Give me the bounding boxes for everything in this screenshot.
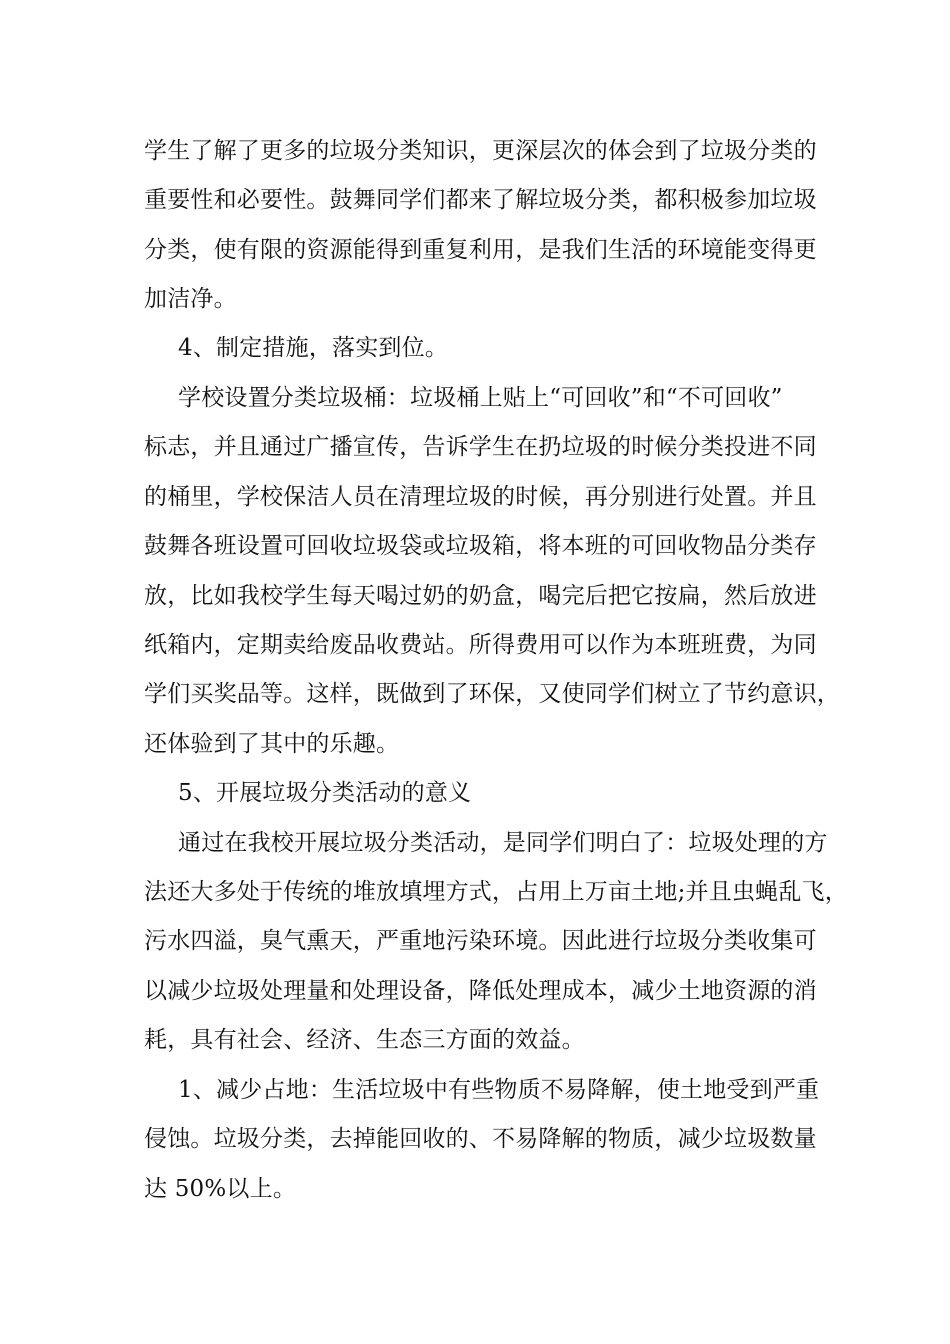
paragraph-line: 学生了解了更多的垃圾分类知识，更深层次的体会到了垃圾分类的	[144, 138, 817, 164]
paragraph-line: 以减少垃圾处理量和处理设备，降低处理成本，减少土地资源的消	[144, 978, 817, 1004]
paragraph-line: 达 50%以上。	[144, 1176, 297, 1202]
paragraph-line: 标志，并且通过广播宣传，告诉学生在扔垃圾的时候分类投进不同	[144, 434, 817, 460]
paragraph-line: 的桶里，学校保洁人员在清理垃圾的时候，再分别进行处置。并且	[144, 484, 817, 510]
paragraph-line: 分类，使有限的资源能得到重复利用，是我们生活的环境能变得更	[144, 237, 817, 263]
paragraph-line: 侵蚀。垃圾分类，去掉能回收的、不易降解的物质，减少垃圾数量	[144, 1126, 817, 1152]
paragraph-line: 通过在我校开展垃圾分类活动，是同学们明白了：垃圾处理的方	[178, 830, 828, 856]
paragraph-line: 重要性和必要性。鼓舞同学们都来了解垃圾分类，都积极参加垃圾	[144, 187, 817, 213]
section-heading: 5、开展垃圾分类活动的意义	[178, 780, 472, 806]
paragraph-line: 污水四溢，臭气熏天，严重地污染环境。因此进行垃圾分类收集可	[144, 928, 817, 954]
paragraph-line: 加洁净。	[144, 286, 237, 312]
paragraph-line: 1、减少占地：生活垃圾中有些物质不易降解，使土地受到严重	[178, 1077, 820, 1103]
paragraph-line: 鼓舞各班设置可回收垃圾袋或垃圾箱，将本班的可回收物品分类存	[144, 533, 817, 559]
paragraph-line: 学们买奖品等。这样，既做到了环保，又使同学们树立了节约意识，	[144, 681, 840, 707]
paragraph-line: 放，比如我校学生每天喝过奶的奶盒，喝完后把它按扁，然后放进	[144, 583, 817, 609]
section-heading: 4、制定措施，落实到位。	[178, 335, 449, 361]
paragraph-line: 耗，具有社会、经济、生态三方面的效益。	[144, 1027, 585, 1053]
paragraph-line: 法还大多处于传统的堆放填埋方式，占用上万亩土地;并且虫蝇乱飞，	[144, 879, 848, 905]
paragraph-line: 还体验到了其中的乐趣。	[144, 731, 400, 757]
paragraph-line: 学校设置分类垃圾桶：垃圾桶上贴上“可回收”和“不可回收”	[178, 385, 783, 411]
paragraph-line: 纸箱内，定期卖给废品收费站。所得费用可以作为本班班费，为同	[144, 632, 817, 658]
